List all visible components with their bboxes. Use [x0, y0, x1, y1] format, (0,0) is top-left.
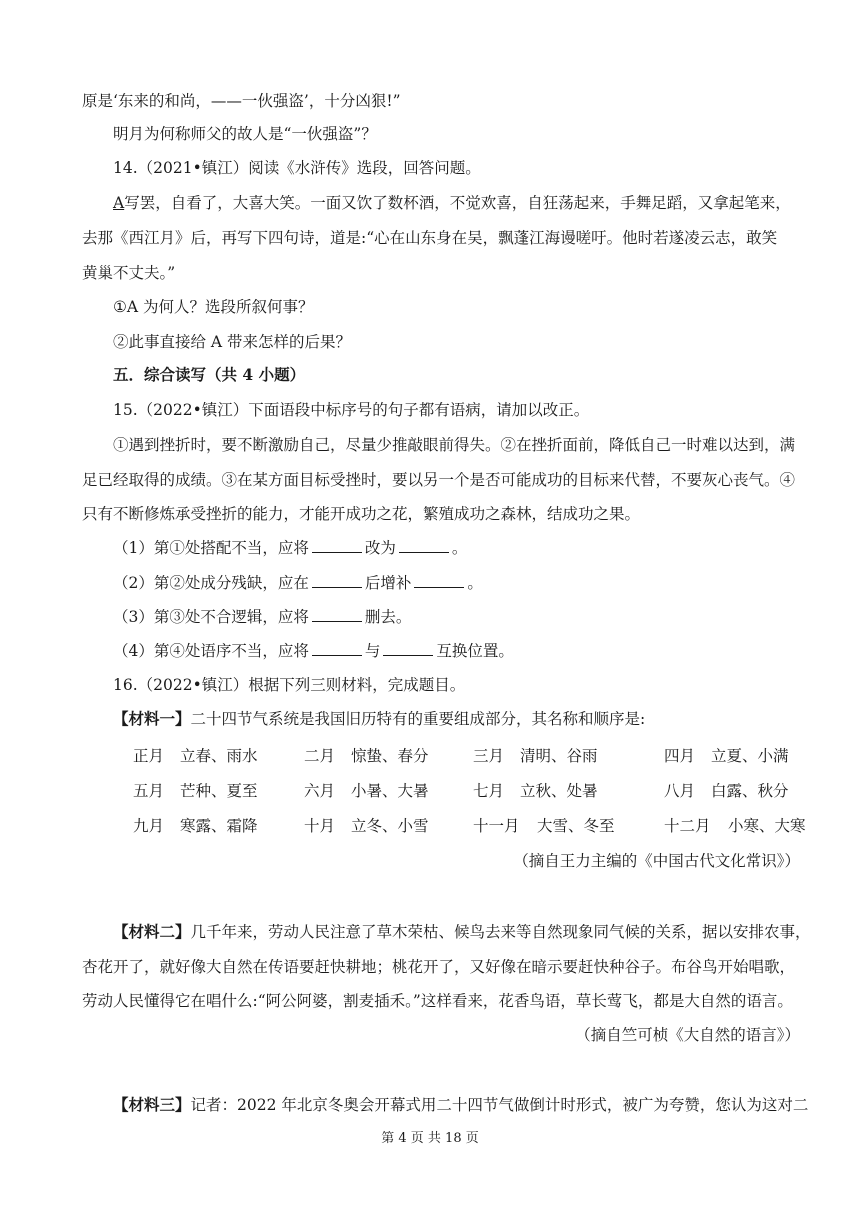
- month-label: 八月: [664, 782, 696, 800]
- term-names: 小寒、大寒: [728, 817, 806, 835]
- month-label: 六月: [304, 782, 336, 800]
- month-label: 十一月: [473, 817, 520, 835]
- excerpt-line: 去那《西江月》后，再写下四句诗，道是:“心在山东身在吴，飘蓬江海谩嗟吁。他时若遂凌云志，敢笑: [82, 229, 778, 247]
- answer-blank[interactable]: [399, 537, 449, 553]
- question-15-heading: 15.（2022•镇江）下面语段中标序号的句子都有语病，请加以改正。: [113, 401, 590, 419]
- month-label: 九月: [133, 817, 165, 835]
- term-names: 大雪、冬至: [537, 817, 615, 835]
- question-16-heading: 16.（2022•镇江）根据下列三则材料，完成题目。: [113, 676, 466, 694]
- month-label: 正月: [133, 747, 165, 765]
- term-names: 芒种、夏至: [180, 782, 258, 800]
- answer-blank[interactable]: [312, 572, 362, 588]
- paragraph-line: 足已经取得的成绩。③在某方面目标受挫时，要以另一个是否可能成功的目标来代替，不要灰心丧气。④: [82, 471, 796, 489]
- sub-question: ①A 为何人？选段所叙何事？: [113, 298, 314, 316]
- term-names: 寒露、霜降: [180, 817, 258, 835]
- paragraph-line: 劳动人民懂得它在唱什么:“阿公阿婆，割麦插禾。”这样看来，花香鸟语，草长莺飞，都是大自然的语言。: [82, 992, 793, 1010]
- term-names: 小暑、大暑: [351, 782, 429, 800]
- material-3: 【材料三】记者：2022 年北京冬奥会开幕式用二十四节气做倒计时形式，被广为夸赞，您认为这对二: [113, 1095, 809, 1114]
- fill-blank-3: （3）第③处不合逻辑，应将 删去。: [113, 608, 412, 626]
- question-14-heading: 14.（2021•镇江）阅读《水浒传》选段，回答问题。: [113, 159, 481, 177]
- term-names: 立秋、处暑: [520, 782, 598, 800]
- term-names: 白露、秋分: [711, 782, 789, 800]
- solar-term-row: [0, 745, 860, 767]
- month-label: 十二月: [664, 817, 711, 835]
- source-citation: （摘自竺可桢《大自然的语言》）: [575, 1026, 800, 1044]
- term-names: 立冬、小雪: [351, 817, 429, 835]
- section-heading: 五．综合读写（共 4 小题）: [113, 365, 306, 384]
- answer-blank[interactable]: [312, 606, 362, 622]
- paragraph-line: 杏花开了，就好像大自然在传语要赶快耕地；桃花开了，又好像在暗示要赶快种谷子。布谷鸟开始唱歌，: [82, 958, 796, 976]
- material-label: 【材料一】: [113, 709, 191, 728]
- term-names: 立夏、小满: [711, 747, 789, 765]
- material-label: 【材料三】: [113, 1095, 191, 1114]
- month-label: 七月: [473, 782, 505, 800]
- month-label: 十月: [304, 817, 336, 835]
- term-names: 惊蛰、春分: [351, 747, 429, 765]
- month-label: 三月: [473, 747, 505, 765]
- source-citation: （摘自王力主编的《中国古代文化常识》）: [513, 852, 800, 870]
- excerpt-line: 黄巢不丈夫。”: [82, 264, 176, 282]
- answer-blank[interactable]: [312, 640, 362, 656]
- paragraph-line: 只有不断修炼承受挫折的能力，才能开成功之花，繁殖成功之森林，结成功之果。: [82, 505, 641, 523]
- sub-question: ②此事直接给 A 带来怎样的后果？: [113, 333, 352, 351]
- question-text: 明月为何称师父的故人是“一伙强盗”？: [113, 125, 377, 143]
- material-label: 【材料二】: [113, 922, 191, 941]
- answer-blank[interactable]: [414, 572, 464, 588]
- answer-blank[interactable]: [312, 537, 362, 553]
- page-footer: 第 4 页 共 18 页: [381, 1131, 479, 1146]
- excerpt-line: A写罢，自看了，大喜大笑。一面又饮了数杯酒，不觉欢喜，自狂荡起来，手舞足蹈，又拿起笔来，: [113, 194, 791, 212]
- text-line: 原是‘东来的和尚，——一伙强盗’，十分凶狠!”: [82, 92, 401, 110]
- term-names: 立春、雨水: [180, 747, 258, 765]
- fill-blank-1: （1）第①处搭配不当，应将 改为 。: [113, 539, 468, 557]
- solar-term-row: [0, 780, 860, 802]
- material-1: 【材料一】二十四节气系统是我国旧历特有的重要组成部分，其名称和顺序是:: [113, 709, 646, 728]
- term-names: 清明、谷雨: [520, 747, 598, 765]
- fill-blank-2: （2）第②处成分残缺，应在 后增补 。: [113, 574, 483, 592]
- underlined-A: A: [113, 194, 125, 212]
- paragraph-line: ①遇到挫折时，要不断激励自己，尽量少推敲眼前得失。②在挫折面前，降低自己一时难以达到，满: [113, 436, 796, 454]
- solar-term-row: [0, 815, 860, 837]
- material-2: 【材料二】几千年来，劳动人民注意了草木荣枯、候鸟去来等自然现象同气候的关系，据以安排农事，: [113, 922, 811, 941]
- month-label: 四月: [664, 747, 696, 765]
- month-label: 五月: [133, 782, 165, 800]
- fill-blank-4: （4）第④处语序不当，应将 与 互换位置。: [113, 642, 514, 660]
- month-label: 二月: [304, 747, 336, 765]
- answer-blank[interactable]: [383, 640, 433, 656]
